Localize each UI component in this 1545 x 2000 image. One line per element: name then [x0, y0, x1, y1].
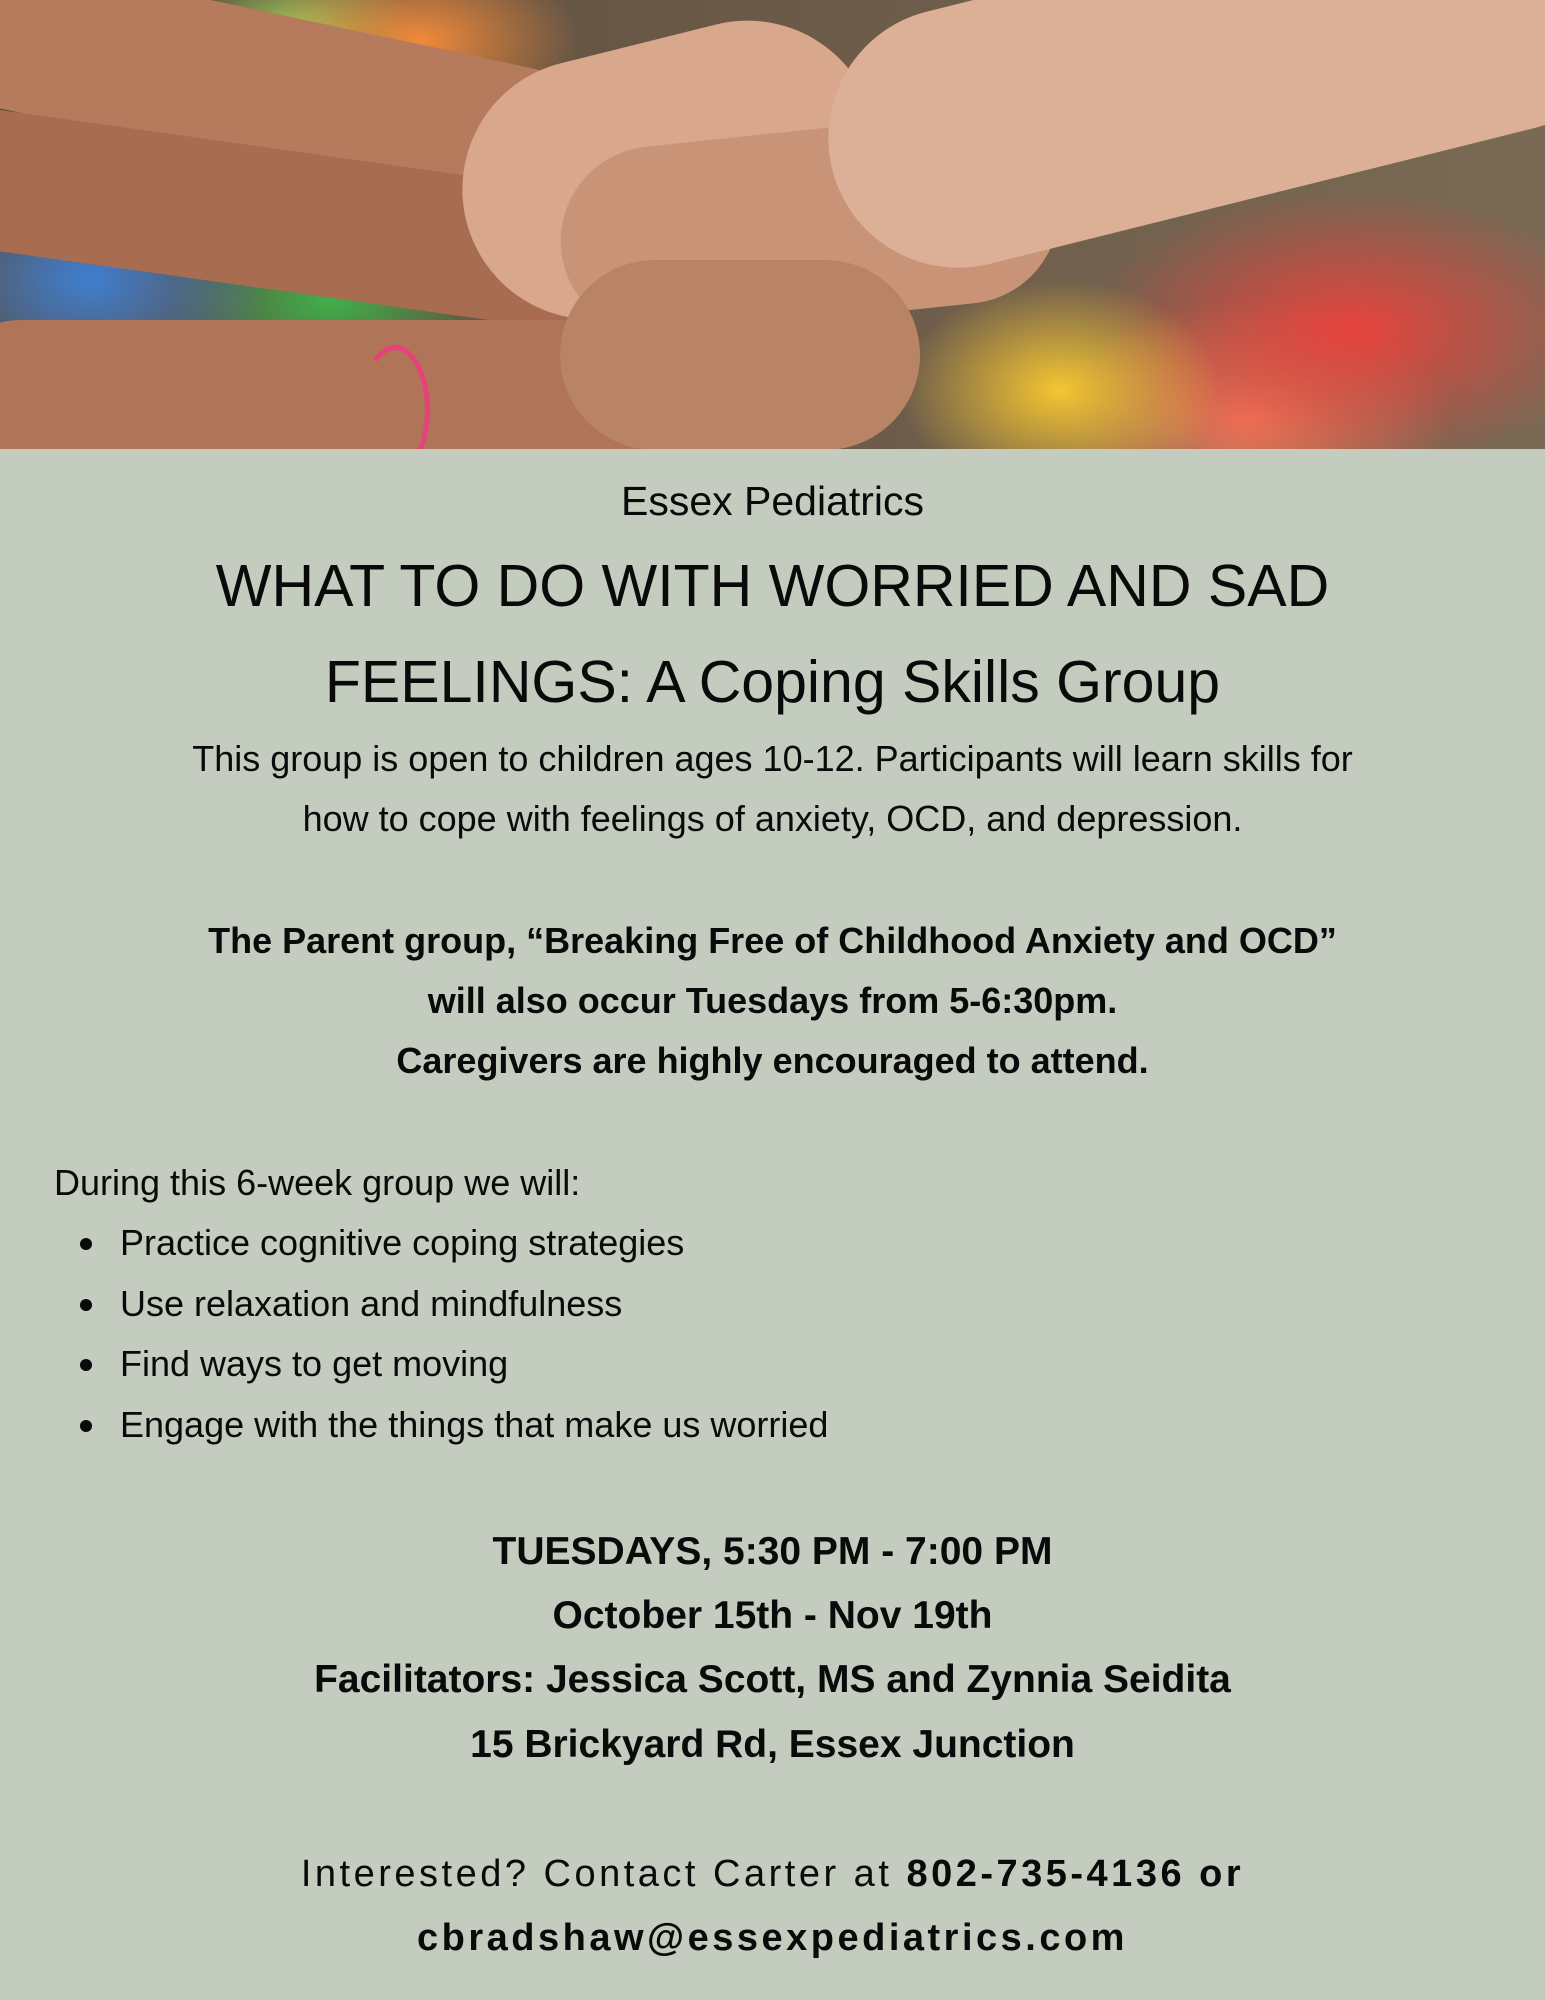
agenda-item-text: Find ways to get moving — [120, 1343, 509, 1384]
header-photo — [0, 0, 1545, 449]
agenda-item — [0, 1343, 828, 1404]
agenda-heading: During this 6-week group we will: — [54, 1162, 581, 1203]
arm-shape — [801, 0, 1545, 295]
contact-line — [0, 1853, 1545, 1896]
agenda-list — [0, 1222, 828, 1464]
schedule-days: TUESDAYS, 5:30 PM - 7:00 PM — [492, 1530, 1053, 1573]
schedule-dates: October 15th - Nov 19th — [552, 1594, 993, 1637]
agenda-item-text: Practice cognitive coping strategies — [120, 1222, 685, 1263]
organization-name: Essex Pediatrics — [620, 478, 925, 524]
bullet-icon — [80, 1238, 92, 1250]
parent-group-line-2: will also occur Tuesdays from 5-6:30pm. — [427, 980, 1118, 1021]
agenda-item-text: Use relaxation and mindfulness — [120, 1282, 623, 1324]
intro-line-2: how to cope with feelings of anxiety, OCD, and depression. — [302, 798, 1243, 839]
agenda-item-text: Engage with the things that make us worried — [120, 1403, 829, 1445]
contact-phone[interactable]: 802-735-4136 or — [906, 1853, 1245, 1895]
title-line-1: WHAT TO DO WITH WORRIED AND SAD — [215, 553, 1330, 619]
address: 15 Brickyard Rd, Essex Junction — [470, 1723, 1075, 1766]
agenda-item — [0, 1283, 828, 1344]
contact-email[interactable]: cbradshaw@essexpediatrics.com — [417, 1917, 1128, 1959]
arm-shape — [560, 260, 920, 449]
bullet-icon — [80, 1420, 92, 1432]
parent-group-line-1: The Parent group, “Breaking Free of Childhood Anxiety and OCD” — [208, 920, 1337, 961]
intro-line-1: This group is open to children ages 10-12. Participants will learn skills for — [192, 738, 1353, 779]
title-line-2: FEELINGS: A Coping Skills Group — [324, 649, 1221, 715]
facilitators: Facilitators: Jessica Scott, MS and Zynnia Seidita — [314, 1658, 1231, 1701]
contact-prefix: Interested? Contact Carter at — [300, 1853, 907, 1895]
bullet-icon — [80, 1299, 92, 1311]
agenda-item — [0, 1404, 828, 1465]
agenda-item — [0, 1222, 828, 1283]
bullet-icon — [80, 1359, 92, 1371]
parent-group-line-3: Caregivers are highly encouraged to attend. — [396, 1040, 1149, 1081]
